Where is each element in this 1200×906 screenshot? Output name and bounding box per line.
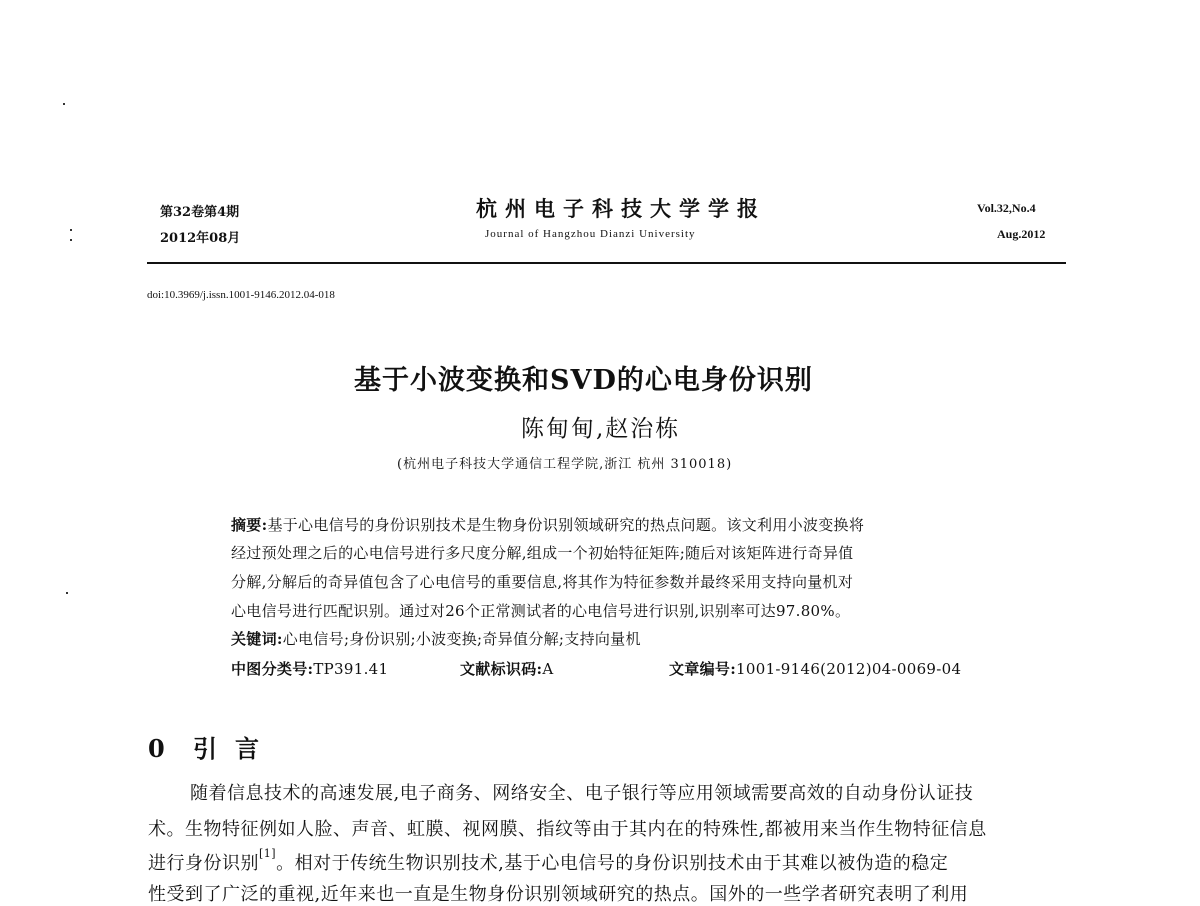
abstract-line: 经过预处理之后的心电信号进行多尺度分解,组成一个初始特征矩阵;随后对该矩阵进行奇异值 xyxy=(231,544,854,562)
article-number-line xyxy=(669,658,961,679)
article-number-label: 文章编号: xyxy=(669,660,737,678)
clc-line xyxy=(231,658,388,679)
volume-issue: 第32卷第4期 xyxy=(160,205,240,220)
journal-title-cn: 杭州电子科技大学学报 xyxy=(476,196,766,221)
issue-date-cn: 2012年08月 xyxy=(160,231,241,246)
abstract-line: 分解,分解后的奇异值包含了心电信号的重要信息,将其作为特征参数并最终采用支持向量机对 xyxy=(231,573,854,591)
keywords-text: 心电信号;身份识别;小波变换;奇异值分解;支持向量机 xyxy=(282,630,641,648)
clc-value: TP391.41 xyxy=(313,660,389,678)
scan-speck xyxy=(66,592,68,594)
keywords-line xyxy=(231,628,641,649)
body-line: 性受到了广泛的重视,近年来也一直是生物身份识别领域研究的热点。国外的一些学者研究表明了利用 xyxy=(148,884,969,905)
doc-code-line xyxy=(460,658,553,679)
body-line: 随着信息技术的高速发展,电子商务、网络安全、电子银行等应用领域需要高效的自动身份认证技 xyxy=(190,783,974,804)
doc-code-value: A xyxy=(542,660,554,678)
paper-title: 基于小波变换和SVD的心电身份识别 xyxy=(354,365,813,396)
section-number: 0 xyxy=(148,734,165,763)
article-number-value: 1001-9146(2012)04-0069-04 xyxy=(736,660,962,678)
citation-ref: [1] xyxy=(259,847,277,860)
scan-speck xyxy=(70,239,72,241)
scan-speck xyxy=(70,229,72,231)
section-title: 引言 xyxy=(193,734,277,763)
body-line: 术。生物特征例如人脸、声音、虹膜、视网膜、指纹等由于其内在的特殊性,都被用来当作生物特征信息 xyxy=(148,819,987,840)
abstract-line: 心电信号进行匹配识别。通过对26个正常测试者的心电信号进行识别,识别率可达97.80%。 xyxy=(231,602,851,620)
abstract-line xyxy=(231,514,864,535)
section-heading xyxy=(148,729,277,764)
journal-title-en: Journal of Hangzhou Dianzi University xyxy=(485,228,696,240)
authors: 陈甸甸,赵治栋 xyxy=(521,416,681,442)
abstract-label: 摘要: xyxy=(231,516,268,534)
body-line xyxy=(148,849,948,875)
clc-label: 中图分类号: xyxy=(231,660,314,678)
header-rule xyxy=(147,262,1066,264)
keywords-label: 关键词: xyxy=(231,630,283,648)
body-text: 进行身份识别 xyxy=(148,853,259,874)
doc-code-label: 文献标识码: xyxy=(460,660,543,678)
issue-date-en: Aug.2012 xyxy=(997,227,1046,241)
affiliation: (杭州电子科技大学通信工程学院,浙江 杭州 310018) xyxy=(397,457,733,472)
body-text: 。相对于传统生物识别技术,基于心电信号的身份识别技术由于其难以被伪造的稳定 xyxy=(276,853,949,874)
volume-en: Vol.32,No.4 xyxy=(977,201,1036,215)
scan-speck xyxy=(63,103,65,105)
doi: doi:10.3969/j.issn.1001-9146.2012.04-018 xyxy=(147,289,335,301)
abstract-text: 基于心电信号的身份识别技术是生物身份识别领域研究的热点问题。该文利用小波变换将 xyxy=(267,516,865,534)
